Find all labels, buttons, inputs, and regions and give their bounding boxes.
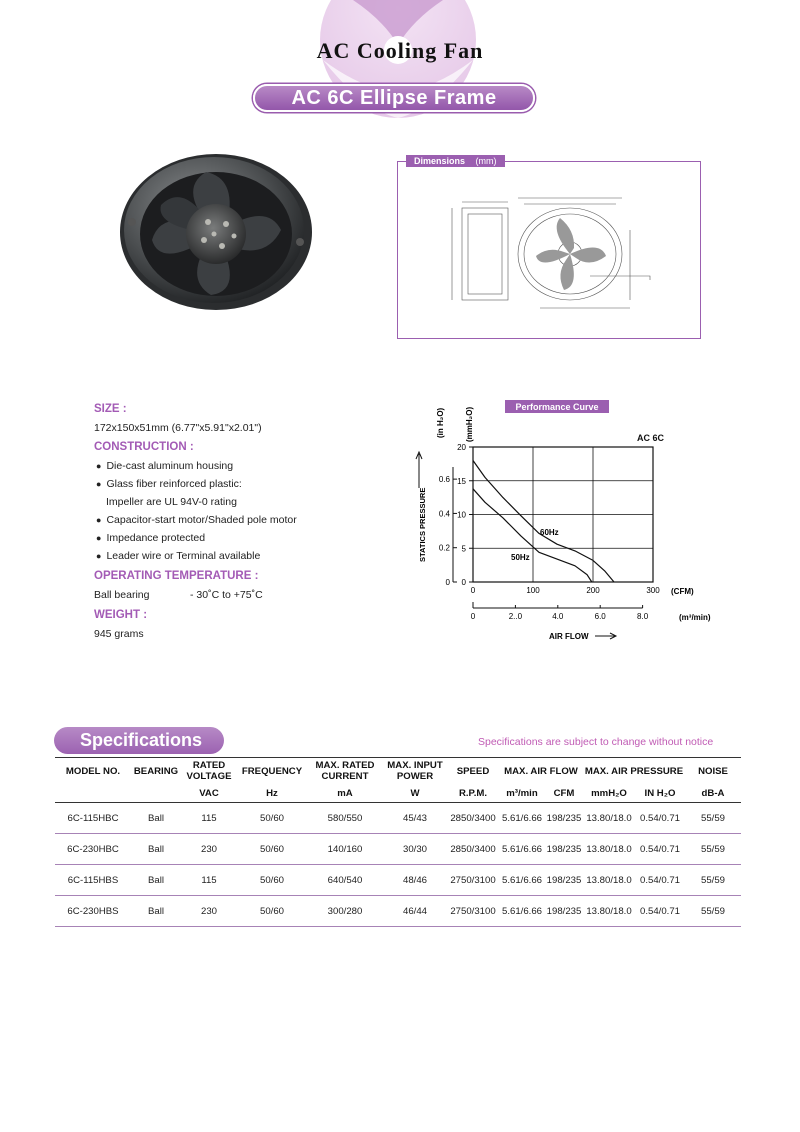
x-tick-label-m3: 2..0	[508, 612, 523, 621]
col-current: MAX. RATED CURRENT	[315, 760, 375, 782]
series-label: 50Hz	[511, 553, 530, 562]
table-cell: 13.80/18.0	[583, 834, 635, 865]
table-cell: 45/43	[383, 803, 447, 834]
table-cell: 230	[181, 834, 237, 865]
table-cell: 230	[181, 896, 237, 927]
weight-value: 945 grams	[94, 628, 144, 640]
table-cell: 50/60	[237, 834, 307, 865]
y-tick-label-in: 0.6	[438, 475, 450, 485]
y-tick-label: 15	[457, 476, 466, 486]
table-cell: 2850/3400	[447, 803, 499, 834]
series-label: 60Hz	[540, 528, 559, 537]
y-axis-label: STATICS PRESSURE	[418, 487, 427, 562]
table-cell: 198/235	[545, 834, 583, 865]
weight-heading: WEIGHT :	[94, 609, 148, 621]
table-cell: 6C-115HBC	[55, 803, 131, 834]
y-tick-label: 20	[457, 443, 466, 452]
col-speed: SPEED	[456, 765, 490, 777]
unit-cell: IN H₂O	[635, 785, 685, 803]
table-cell: 0.54/0.71	[635, 896, 685, 927]
series-line	[473, 489, 592, 582]
page-title: AC Cooling Fan	[316, 38, 484, 63]
construction-item: ● Capacitor-start motor/Shaded pole motor	[96, 514, 297, 526]
table-cell: Ball	[131, 834, 181, 865]
table-cell: 0.54/0.71	[635, 803, 685, 834]
construction-item: ● Die-cast aluminum housing	[96, 460, 233, 472]
table-cell: 2750/3100	[447, 865, 499, 896]
col-noise: NOISE	[698, 765, 728, 777]
unit-cell: mmH₂O	[583, 785, 635, 803]
table-row	[55, 803, 741, 834]
table-cell: Ball	[131, 803, 181, 834]
table-cell: Ball	[131, 865, 181, 896]
table-cell: 115	[181, 803, 237, 834]
dimension-drawing	[440, 190, 670, 320]
unit-cell: W	[383, 785, 447, 803]
table-cell: 115	[181, 865, 237, 896]
y-tick-label: 10	[457, 510, 466, 520]
unit-cell: dB-A	[685, 785, 741, 803]
table-cell: 140/160	[307, 834, 383, 865]
temperature-heading: OPERATING TEMPERATURE :	[94, 570, 259, 582]
y-units-right: (mmH₂O)	[465, 406, 474, 442]
x-tick-label-cfm: 300	[646, 586, 660, 595]
dimensions-tag	[406, 155, 505, 167]
table-cell: 2850/3400	[447, 834, 499, 865]
x-tick-label-m3: 4.0	[552, 612, 564, 621]
table-cell: 6C-230HBC	[55, 834, 131, 865]
x-tick-label-cfm: 0	[470, 586, 476, 595]
col-airflow: MAX. AIR FLOW	[504, 765, 578, 777]
table-units-row	[55, 785, 741, 803]
table-cell: 55/59	[685, 865, 741, 896]
y-tick-label-in: 0	[445, 578, 450, 587]
col-model: MODEL NO.	[65, 765, 121, 777]
table-cell: 30/30	[383, 834, 447, 865]
table-cell: 13.80/18.0	[583, 865, 635, 896]
construction-item: ● Leader wire or Terminal available	[96, 550, 260, 562]
construction-item: ● Impedance protected	[96, 532, 205, 544]
x-tick-label-cfm: 100	[526, 586, 540, 595]
table-cell: 198/235	[545, 803, 583, 834]
table-cell: 50/60	[237, 896, 307, 927]
col-bearing: BEARING	[133, 765, 179, 777]
unit-cell: mA	[307, 785, 383, 803]
x-axis-label: AIR FLOW	[549, 632, 589, 641]
table-cell: 5.61/6.66	[499, 834, 545, 865]
col-pressure: MAX. AIR PRESSURE	[584, 765, 684, 777]
fan-photo	[116, 150, 316, 315]
col-power: MAX. INPUT POWER	[387, 760, 443, 782]
table-cell: 5.61/6.66	[499, 803, 545, 834]
specifications-heading: Specifications	[54, 727, 224, 754]
specifications-table	[55, 757, 741, 927]
performance-chart	[405, 392, 735, 652]
y-tick-label: 5	[461, 544, 466, 554]
table-cell: 50/60	[237, 803, 307, 834]
unit-cell: CFM	[545, 785, 583, 803]
dimensions-unit: (mm)	[475, 156, 497, 166]
table-cell: 5.61/6.66	[499, 865, 545, 896]
y-axis-arrow	[416, 452, 422, 488]
table-cell: 5.61/6.66	[499, 896, 545, 927]
table-cell: 580/550	[307, 803, 383, 834]
y-units-left: (in H₂O)	[436, 407, 445, 438]
chart-model-label: AC 6C	[637, 433, 665, 443]
temperature-label: Ball bearing	[94, 589, 150, 601]
construction-item: ● Glass fiber reinforced plastic:	[96, 478, 242, 490]
table-cell: 55/59	[685, 896, 741, 927]
y-tick-label: 0	[461, 578, 466, 587]
table-cell: 300/280	[307, 896, 383, 927]
table-cell: 6C-230HBS	[55, 896, 131, 927]
table-cell: 198/235	[545, 865, 583, 896]
col-voltage: RATED VOLTAGE	[186, 760, 232, 782]
table-cell: 6C-115HBS	[55, 865, 131, 896]
x-units-cfm: (CFM)	[671, 587, 694, 596]
table-row	[55, 834, 741, 865]
table-cell: Ball	[131, 896, 181, 927]
table-cell: 46/44	[383, 896, 447, 927]
specifications-notice: Specifications are subject to change without notice	[478, 736, 714, 748]
x-tick-label-m3: 8.0	[637, 612, 649, 621]
table-cell: 55/59	[685, 803, 741, 834]
table-cell: 2750/3100	[447, 896, 499, 927]
y-tick-label-in: 0.2	[438, 543, 450, 553]
dimensions-label: Dimensions	[414, 156, 466, 166]
chart-title: Performance Curve	[515, 402, 599, 412]
x-axis-arrow	[595, 633, 616, 639]
x-tick-label-m3: 0	[470, 612, 476, 621]
temperature-value: - 30˚C to +75˚C	[190, 589, 263, 601]
table-cell: 640/540	[307, 865, 383, 896]
x-units-m3: (m³/min)	[679, 613, 711, 622]
table-cell: 0.54/0.71	[635, 834, 685, 865]
size-heading: SIZE :	[94, 403, 127, 415]
unit-cell: m³/min	[499, 785, 545, 803]
table-cell: 50/60	[237, 865, 307, 896]
table-row	[55, 896, 741, 927]
table-cell: 13.80/18.0	[583, 803, 635, 834]
construction-heading: CONSTRUCTION :	[94, 441, 194, 453]
y-tick-label-in: 0.4	[438, 509, 450, 519]
unit-cell: R.P.M.	[447, 785, 499, 803]
construction-item: Impeller are UL 94V-0 rating	[106, 496, 237, 508]
table-cell: 13.80/18.0	[583, 896, 635, 927]
x-tick-label-cfm: 200	[586, 586, 600, 595]
product-subtitle: AC 6C Ellipse Frame	[253, 84, 535, 112]
x-tick-label-m3: 6.0	[594, 612, 606, 621]
unit-cell: Hz	[237, 785, 307, 803]
table-cell: 198/235	[545, 896, 583, 927]
table-cell: 0.54/0.71	[635, 865, 685, 896]
table-header-row	[55, 757, 741, 785]
unit-cell: VAC	[181, 785, 237, 803]
size-value: 172x150x51mm (6.77"x5.91"x2.01")	[94, 422, 262, 434]
table-row	[55, 865, 741, 896]
table-cell: 55/59	[685, 834, 741, 865]
table-cell: 48/46	[383, 865, 447, 896]
col-frequency: FREQUENCY	[241, 765, 303, 777]
